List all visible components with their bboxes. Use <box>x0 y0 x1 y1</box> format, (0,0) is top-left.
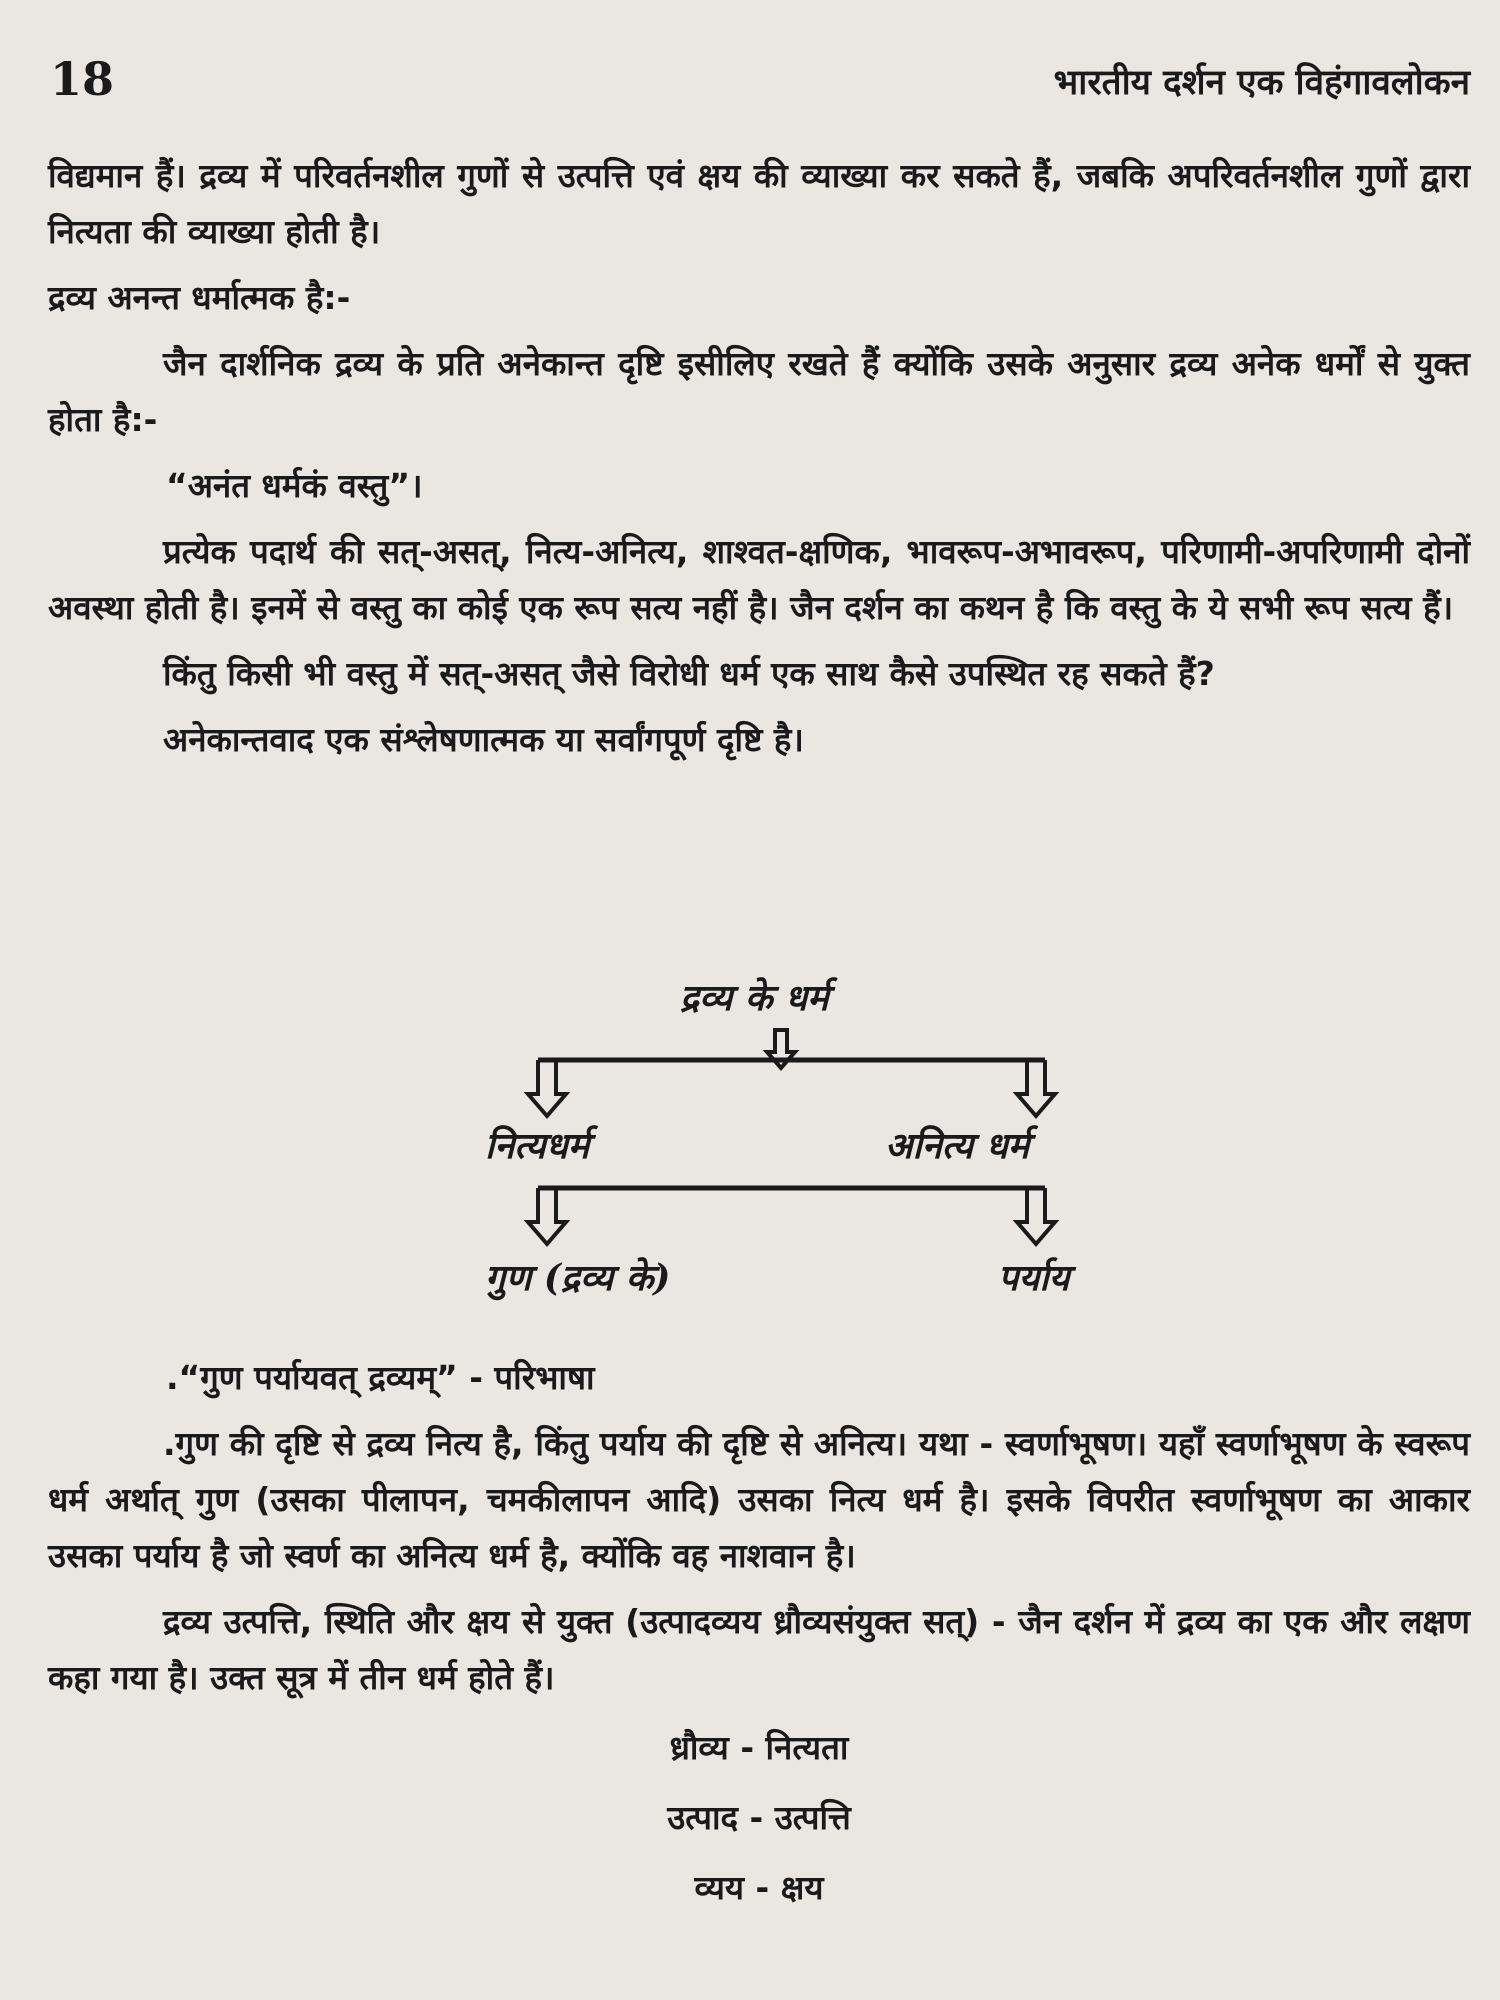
running-title: भारतीय दर्शन एक विहंगावलोकन <box>1053 63 1470 103</box>
paragraph-3: प्रत्येक पदार्थ की सत्-असत्, नित्य-अनित्य, शाश्वत-क्षणिक, भावरूप-अभावरूप, परिणामी-अपरिणामी दोनों अवस्था होती है। इनमें से वस्तु का कोई एक रूप सत्य नहीं है। जैन दर्शन का कथन है कि वस्तु के ये सभी रूप सत्य हैं। <box>48 532 1470 627</box>
paragraph-5: अनेकान्तवाद एक संश्लेषणात्मक या सर्वांगपूर्ण दृष्टि है। <box>163 720 804 759</box>
equation-3: व्यय - क्षय <box>694 1868 824 1907</box>
equation-1: ध्रौव्य - नित्यता <box>669 1728 849 1767</box>
paragraph-6: .गुण की दृष्टि से द्रव्य नित्य है, किंतु पर्याय की दृष्टि से अनित्य। यथा - स्वर्णाभूषण। यहाँ स्वर्णाभूषण के स्वरूप धर्म अर्थात् गुण (उसका पीलापन, चमकीलापन आदि) उसका नित्य धर्म है। इसके विपरीत स्वर्णाभूषण का आकार उसका पर्याय है जो स्वर्ण का अनित्य धर्म है, क्योंकि वह नाशवान है। <box>48 1424 1470 1575</box>
right-arrow-2 <box>1017 1188 1055 1244</box>
page-number: 18 <box>50 52 115 106</box>
page-header <box>50 52 1470 112</box>
diagram-connectors <box>0 960 1500 1320</box>
dharma-diagram <box>0 960 1500 1320</box>
section-heading: द्रव्य अनन्त धर्मात्मक है:- <box>48 278 351 317</box>
definition-line: .“गुण पर्यायवत् द्रव्यम्” - परिभाषा <box>166 1358 595 1397</box>
diagram-left-child: नित्यधर्म <box>485 1125 590 1167</box>
diagram-left-leaf: गुण (द्रव्य के) <box>485 1257 671 1299</box>
left-arrow-2 <box>528 1188 566 1244</box>
paragraph-2: जैन दार्शनिक द्रव्य के प्रति अनेकान्त दृष्टि इसीलिए रखते हैं क्योंकि उसके अनुसार द्रव्य अनेक धर्मों से युक्त होता है:- <box>48 344 1470 439</box>
body-text <box>48 148 1470 768</box>
diagram-right-leaf: पर्याय <box>998 1257 1070 1299</box>
left-arrow <box>528 1060 566 1116</box>
paragraph-1: विद्यमान हैं। द्रव्य में परिवर्तनशील गुणों से उत्पत्ति एवं क्षय की व्याख्या कर सकते हैं, जबकि अपरिवर्तनशील गुणों द्वारा नित्यता की व्याख्या होती है। <box>48 156 1470 251</box>
paragraph-7: द्रव्य उत्पत्ति, स्थिति और क्षय से युक्त (उत्पादव्यय ध्रौव्यसंयुक्त सत्) - जैन दर्शन में द्रव्य का एक और लक्षण कहा गया है। उक्त सूत्र में तीन धर्म होते हैं। <box>48 1602 1470 1697</box>
quote: “अनंत धर्मकं वस्तु”। <box>166 466 423 505</box>
diagram-right-child: अनित्य धर्म <box>885 1125 1030 1167</box>
lower-text <box>48 1350 1470 1916</box>
paragraph-4: किंतु किसी भी वस्तु में सत्-असत् जैसे विरोधी धर्म एक साथ कैसे उपस्थित रह सकते हैं? <box>163 654 1215 693</box>
diagram-root-label: द्रव्य के धर्म <box>680 977 829 1019</box>
right-arrow <box>1017 1060 1055 1116</box>
equation-2: उत्पाद - उत्पत्ति <box>667 1798 851 1837</box>
